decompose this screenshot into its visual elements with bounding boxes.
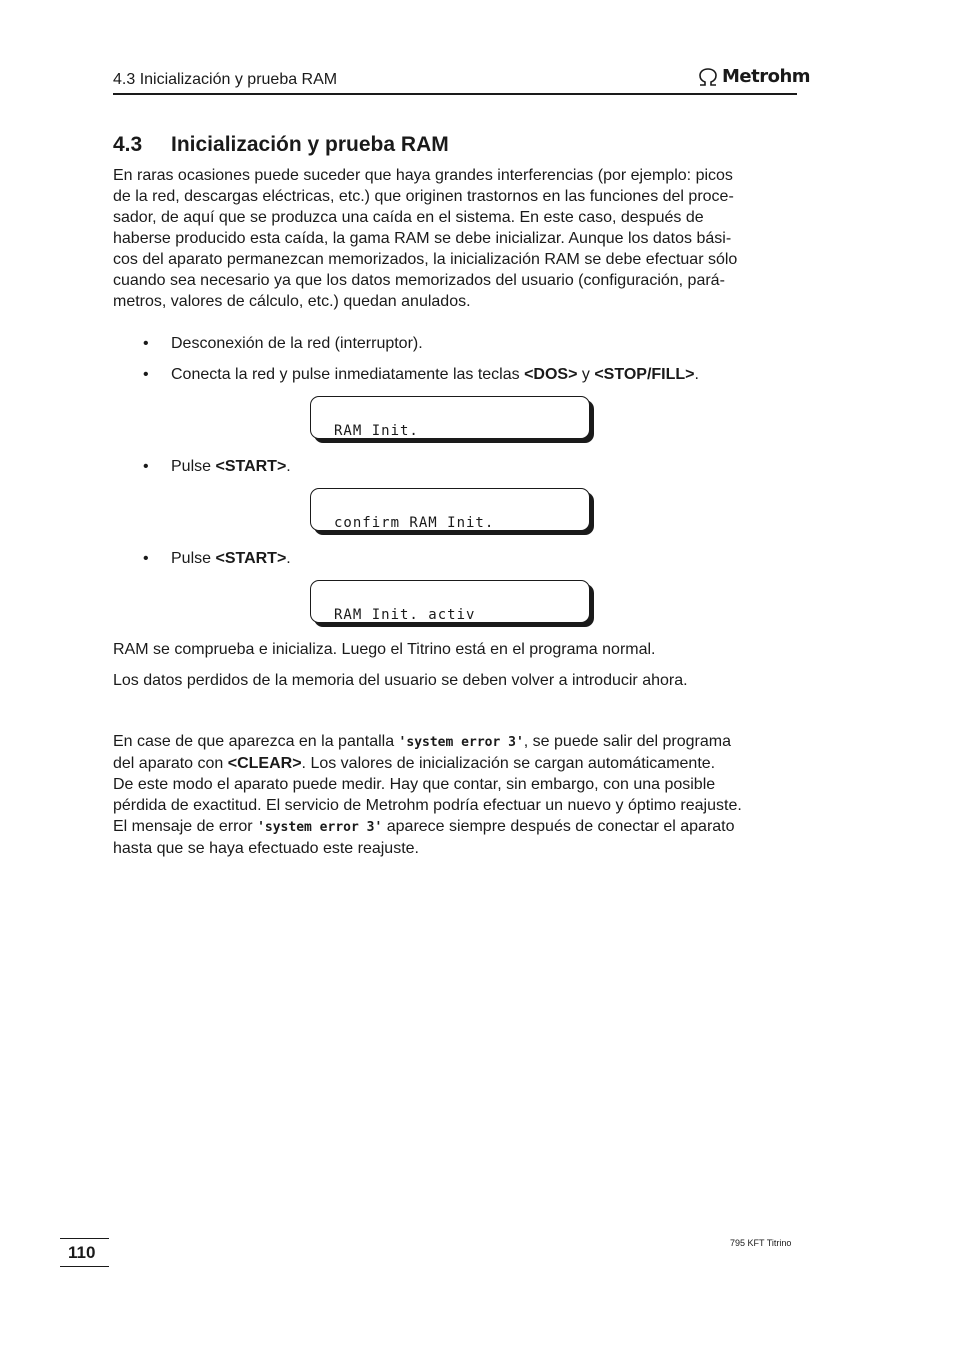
intro-line: En raras ocasiones puede suceder que haya grandes interferencias (por ejemplo: picos (113, 167, 733, 184)
omega-icon (697, 67, 719, 87)
bullet-marker: • (143, 550, 149, 567)
intro-line: cuando sea necesario ya que los datos memorizados del usuario (configuración, pará- (113, 272, 725, 289)
error-text: En case de que aparezca en la pantalla (113, 733, 399, 750)
error-text: hasta que se haya efectuado este reajuste. (113, 840, 419, 857)
section-number: 4.3 (113, 133, 143, 156)
error-text: De este modo el aparato puede medir. Hay que contar, sin embargo, con una posible (113, 776, 716, 793)
step-text: Pulse (171, 458, 216, 475)
key-label: <START> (215, 550, 287, 567)
step-text: Pulse (171, 550, 216, 567)
error-text: . Los valores de inicialización se cargan automáticamente. (301, 755, 716, 772)
error-code: 'system error 3' (398, 735, 524, 750)
step-item (143, 364, 699, 385)
step-text: . (694, 366, 699, 383)
key-label: <STOP/FILL> (594, 366, 695, 383)
intro-line: de la red, descargas eléctricas, etc.) que originen trastornos en las funciones del proce- (113, 188, 734, 205)
brand-logo (697, 66, 810, 87)
error-text: , se puede salir del programa (523, 733, 732, 750)
error-text: El mensaje de error (113, 818, 258, 835)
step-item (143, 456, 291, 477)
error-note-paragraph (113, 731, 803, 859)
intro-line: haberse producido esta caída, la gama RAM se debe inicializar. Aunque los datos bási- (113, 230, 732, 247)
result-paragraph: RAM se comprueba e inicializa. Luego el Titrino está en el programa normal. (113, 641, 656, 658)
display-box (310, 488, 590, 531)
intro-line: metros, valores de cálculo, etc.) quedan anulados. (113, 293, 471, 310)
bullet-marker: • (143, 366, 149, 383)
result-paragraph: Los datos perdidos de la memoria del usuario se deben volver a introducir ahora. (113, 672, 688, 689)
bullet-marker: • (143, 335, 149, 352)
step-text: . (286, 550, 291, 567)
intro-line: cos del aparato permanezcan memorizados, la inicialización RAM se debe efectuar sólo (113, 251, 738, 268)
error-text: aparece siempre después de conectar el aparato (382, 818, 735, 835)
step-text: Desconexión de la red (interruptor). (171, 335, 423, 352)
running-header-text: 4.3 Inicialización y prueba RAM (113, 71, 338, 88)
step-text: Conecta la red y pulse inmediatamente las teclas (171, 366, 525, 383)
display-text: RAM Init. (334, 423, 419, 439)
page-number: 110 (60, 1238, 109, 1267)
bullet-marker: • (143, 458, 149, 475)
header-rule (113, 93, 797, 95)
error-text: del aparato con (113, 755, 228, 772)
step-text: . (286, 458, 291, 475)
key-label: <DOS> (524, 366, 578, 383)
display-box (310, 580, 590, 623)
key-label: <CLEAR> (227, 755, 302, 772)
key-label: <START> (215, 458, 287, 475)
display-text: RAM Init. activ (334, 607, 476, 623)
step-item (143, 333, 423, 354)
section-title (113, 133, 449, 157)
step-text: y (577, 366, 595, 383)
error-text: pérdida de exactitud. El servicio de Metrohm podría efectuar un nuevo y óptimo reajuste. (113, 797, 742, 814)
footer-product-name: 795 KFT Titrino (730, 1238, 792, 1248)
intro-line: sador, de aquí que se produzca una caída en el sistema. En este caso, después de (113, 209, 704, 226)
display-box (310, 396, 590, 439)
brand-name: Metrohm (722, 66, 811, 87)
display-text: confirm RAM Init. (334, 515, 495, 531)
section-title-text: Inicialización y prueba RAM (171, 133, 449, 156)
error-code: 'system error 3' (257, 820, 383, 835)
intro-paragraph (113, 165, 803, 312)
step-item (143, 548, 291, 569)
